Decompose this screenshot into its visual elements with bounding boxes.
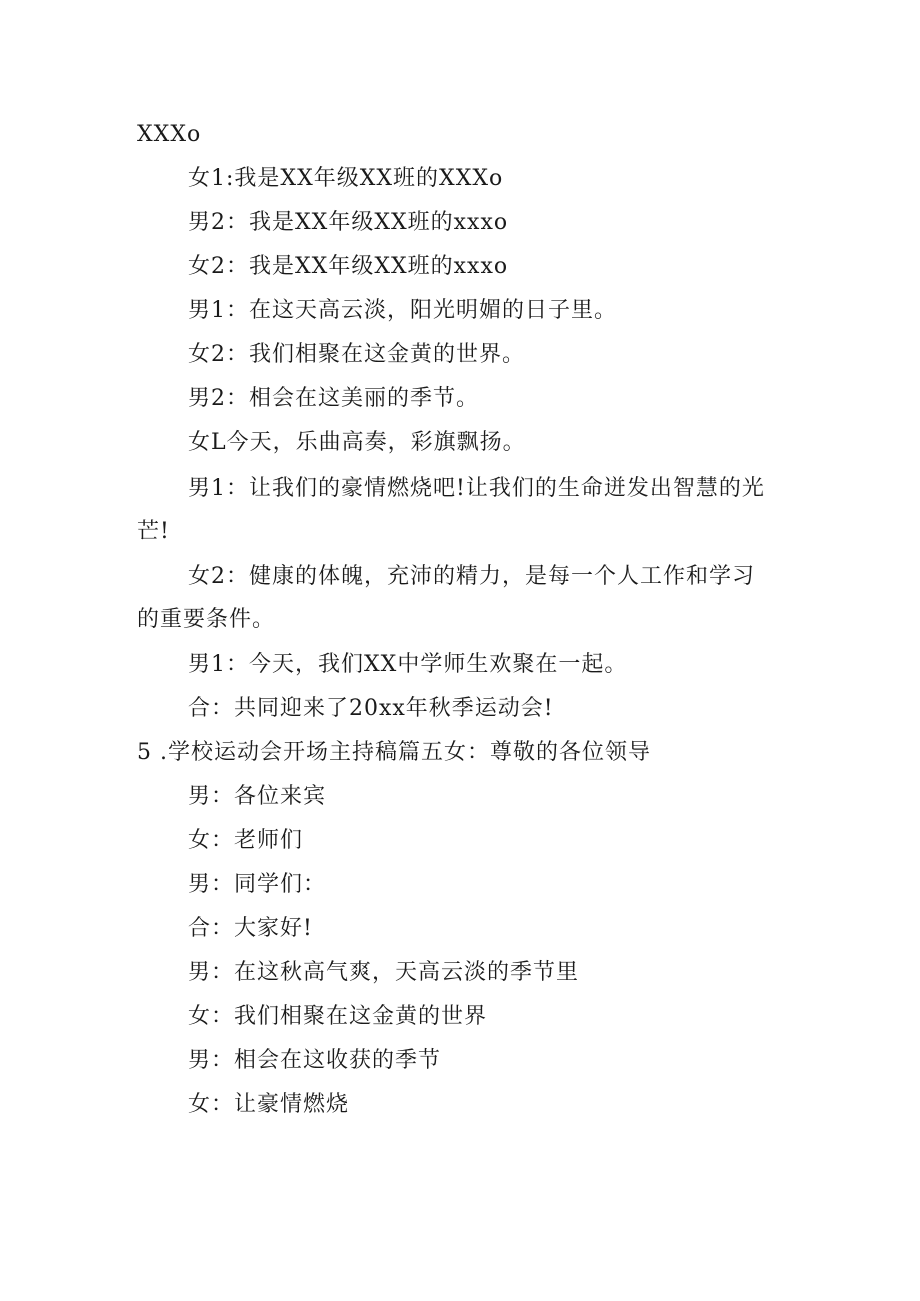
section-heading: 5 .学校运动会开场主持稿篇五女：尊敬的各位领导 <box>137 740 651 765</box>
text-line: 男2：我是XX年级XX班的xxxo <box>188 210 509 235</box>
text-line: 合：共同迎来了20xx年秋季运动会! <box>188 696 554 721</box>
text-line: 男：各位来宾 <box>188 784 327 809</box>
text-line: 男：相会在这收获的季节 <box>188 1048 442 1073</box>
text-line: 女：老师们 <box>188 828 304 853</box>
text-line: 男：在这秋高气爽，天高云淡的季节里 <box>188 960 580 985</box>
text-line: 合：大家好! <box>188 916 313 941</box>
text-line: 男：同学们： <box>188 872 327 897</box>
text-line: 女L今天，乐曲高奏，彩旗飘扬。 <box>188 430 526 455</box>
text-line: 的重要条件。 <box>137 607 276 632</box>
text-line: 男2：相会在这美丽的季节。 <box>188 386 479 411</box>
text-line: 女2：健康的体魄，充沛的精力，是每一个人工作和学习 <box>188 564 755 589</box>
text-line: 女：让豪情燃烧 <box>188 1092 350 1117</box>
text-line: 男1：在这天高云淡，阳光明媚的日子里。 <box>188 298 617 323</box>
text-line: XXXo <box>137 122 202 147</box>
text-line: 女2：我们相聚在这金黄的世界。 <box>188 342 525 367</box>
text-line: 男1：今天，我们XX中学师生欢聚在一起。 <box>188 652 628 677</box>
text-line: 女2：我是XX年级XX班的xxxo <box>188 254 509 279</box>
text-line: 芒! <box>137 519 170 544</box>
text-line: 男1：让我们的豪情燃烧吧!让我们的生命迸发出智慧的光 <box>188 476 765 501</box>
text-line: 女1:我是XX年级XX班的XXXo <box>188 166 504 191</box>
text-line: 女：我们相聚在这金黄的世界 <box>188 1004 488 1029</box>
